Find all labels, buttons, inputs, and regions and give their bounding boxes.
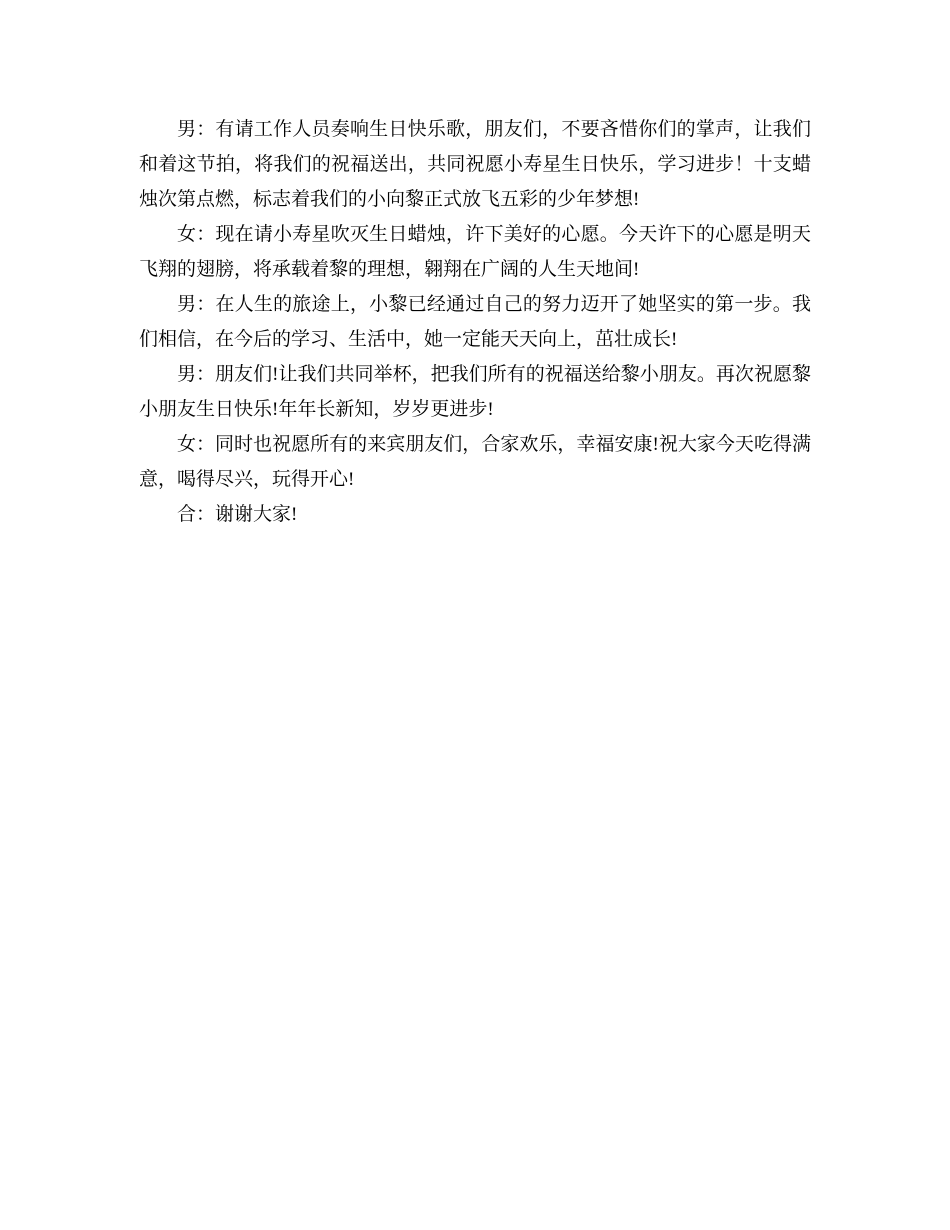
script-paragraph-male-3: 男：朋友们!让我们共同举杯，把我们所有的祝福送给黎小朋友。再次祝愿黎小朋友生日快乐!年年长新知，岁岁更进步! xyxy=(139,364,811,420)
document-text-block xyxy=(139,112,811,532)
script-paragraph-female-2: 女：同时也祝愿所有的来宾朋友们，合家欢乐，幸福安康!祝大家今天吃得满意，喝得尽兴，玩得开心! xyxy=(139,434,811,490)
script-paragraph-female-1: 女：现在请小寿星吹灭生日蜡烛，许下美好的心愿。今天许下的心愿是明天飞翔的翅膀，将承载着黎的理想，翱翔在广阔的人生天地间! xyxy=(139,224,811,280)
script-paragraph-together: 合：谢谢大家! xyxy=(177,504,298,525)
script-paragraph-male-2: 男：在人生的旅途上，小黎已经通过自己的努力迈开了她坚实的第一步。我们相信，在今后的学习、生活中，她一定能天天向上，茁壮成长! xyxy=(139,294,811,350)
script-paragraph-male-1: 男：有请工作人员奏响生日快乐歌，朋友们，不要吝惜你们的掌声，让我们和着这节拍，将我们的祝福送出，共同祝愿小寿星生日快乐，学习进步！十支蜡烛次第点燃，标志着我们的小向黎正式放飞五彩的少年梦想! xyxy=(139,119,811,210)
